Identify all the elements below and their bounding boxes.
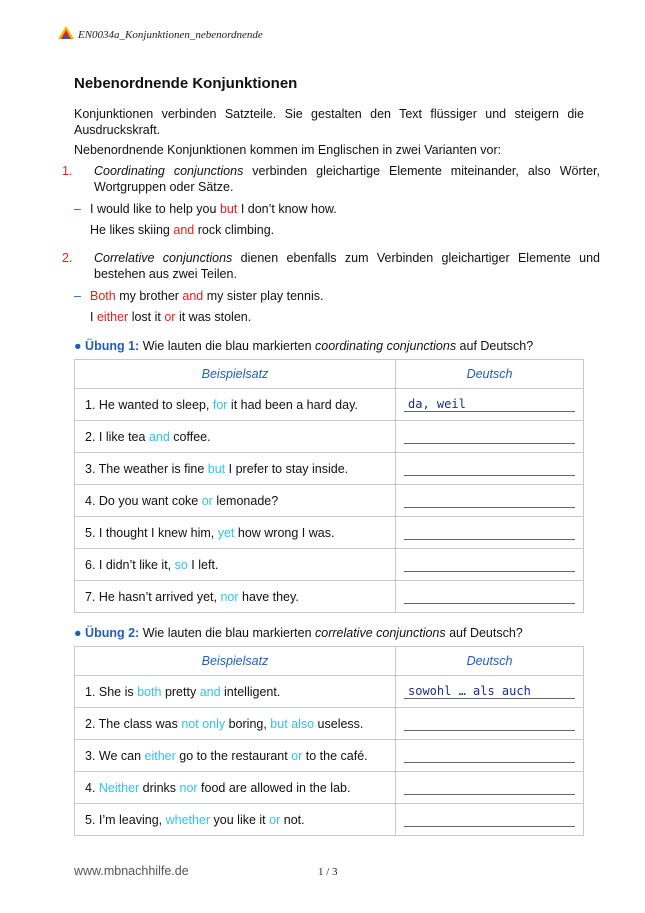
point-2 — [62, 250, 600, 282]
footer-site: www.mbnachhilfe.de — [74, 864, 189, 878]
answer-line — [404, 826, 575, 827]
table-row — [75, 772, 584, 804]
conjunction: nor — [179, 780, 198, 795]
task-text: auf Deutsch? — [456, 339, 534, 353]
example-text: it was stolen. — [175, 310, 252, 324]
example-text: lost it — [128, 310, 165, 324]
sentence-text: not. — [280, 812, 305, 827]
sentence-text: to the café. — [302, 748, 368, 763]
intro-paragraph-1: Konjunktionen verbinden Satzteile. Sie gestalten den Text flüssiger und steigern die Ausdruckskraft. — [74, 107, 584, 137]
point-1-term: Coordinating conjunctions — [94, 164, 244, 178]
task-text: Wie lauten die blau markierten — [139, 626, 315, 640]
table-row — [75, 740, 584, 772]
sentence-text: go to the restaurant — [175, 748, 292, 763]
conjunction: or — [269, 812, 281, 827]
task-term: coordinating conjunctions — [315, 339, 457, 353]
table-row — [75, 389, 584, 421]
conjunction: and — [182, 289, 204, 303]
answer-field[interactable] — [396, 676, 584, 708]
task-1-heading — [74, 338, 533, 354]
sentence-text: you like it — [210, 812, 270, 827]
answer-line — [404, 698, 575, 699]
answer-field[interactable] — [396, 804, 584, 836]
table-row — [75, 485, 584, 517]
sentence-text: 5. I thought I knew him, — [85, 525, 218, 540]
example-sentence — [75, 740, 396, 772]
task-term: correlative conjunctions — [315, 626, 446, 640]
example-sentence — [75, 581, 396, 613]
conjunction: whether — [165, 812, 211, 827]
bullet-icon: ● — [74, 339, 82, 353]
conjunction: or — [164, 310, 176, 324]
point-1-number: 1. — [62, 164, 73, 178]
sentence-text: drinks — [139, 780, 180, 795]
sentence-text: boring, — [225, 716, 271, 731]
sentence-text: 6. I didn’t like it, — [85, 557, 175, 572]
answer-line — [404, 443, 575, 444]
example-2a — [74, 288, 323, 304]
answer-line — [404, 507, 575, 508]
dash: – — [74, 289, 81, 303]
answer-line — [404, 411, 575, 412]
example-2b — [90, 309, 251, 325]
conjunction: so — [174, 557, 188, 572]
answer-field[interactable] — [396, 708, 584, 740]
table-row — [75, 421, 584, 453]
sentence-text: 4. — [85, 780, 99, 795]
column-header-german: Deutsch — [396, 647, 584, 676]
table-row — [75, 676, 584, 708]
conjunction: either — [144, 748, 176, 763]
sentence-text: I left. — [187, 557, 219, 572]
point-2-text: dienen ebenfalls zum Verbinden gleichartiger Elemente und bestehen aus zwei Teilen. — [94, 251, 600, 281]
bullet-icon: ● — [74, 626, 82, 640]
handwritten-answer: da, weil — [408, 397, 466, 411]
sentence-text: 2. The class was — [85, 716, 182, 731]
sentence-text: 3. The weather is fine — [85, 461, 208, 476]
example-sentence — [75, 517, 396, 549]
point-2-number: 2. — [62, 251, 73, 265]
example-sentence — [75, 549, 396, 581]
conjunction: not only — [181, 716, 226, 731]
conjunction: either — [96, 310, 129, 324]
conjunction: Both — [90, 289, 116, 303]
exercise-table-1 — [74, 359, 584, 613]
dash: – — [74, 202, 81, 216]
example-text: my brother — [115, 289, 183, 303]
sentence-text: pretty — [161, 684, 200, 699]
conjunction: Neither — [98, 780, 140, 795]
task-text: auf Deutsch? — [445, 626, 523, 640]
table-row — [75, 581, 584, 613]
example-sentence — [75, 676, 396, 708]
example-sentence — [75, 389, 396, 421]
example-sentence — [75, 804, 396, 836]
intro-paragraph-2: Nebenordnende Konjunktionen kommen im Englischen in zwei Varianten vor: — [74, 143, 502, 157]
sentence-text: 1. He wanted to sleep, — [85, 397, 213, 412]
table-row — [75, 549, 584, 581]
conjunction: for — [212, 397, 228, 412]
table-row — [75, 708, 584, 740]
answer-field[interactable] — [396, 389, 584, 421]
example-text: my sister play tennis. — [203, 289, 324, 303]
answer-field[interactable] — [396, 517, 584, 549]
point-1-text: verbinden gleichartige Elemente miteinander, also Wörter, Wortgruppen oder Sätze. — [94, 164, 600, 194]
table-header-row — [75, 647, 584, 676]
page-title: Nebenordnende Konjunktionen — [74, 75, 298, 92]
table-header-row — [75, 360, 584, 389]
conjunction: but — [219, 202, 238, 216]
answer-line — [404, 539, 575, 540]
example-text: I would like to help you — [90, 202, 220, 216]
conjunction: and — [173, 223, 195, 237]
sentence-text: it had been a hard day. — [227, 397, 358, 412]
answer-line — [404, 475, 575, 476]
column-header-german: Deutsch — [396, 360, 584, 389]
example-text: I — [90, 310, 97, 324]
point-1 — [62, 163, 600, 195]
answer-field[interactable] — [396, 549, 584, 581]
task-label: Übung 2: — [85, 626, 140, 640]
conjunction: and — [199, 684, 221, 699]
sentence-text: intelligent. — [220, 684, 281, 699]
example-sentence — [75, 453, 396, 485]
answer-line — [404, 794, 575, 795]
sentence-text: food are allowed in the lab. — [197, 780, 351, 795]
answer-field[interactable] — [396, 772, 584, 804]
conjunction: yet — [217, 525, 235, 540]
conjunction: nor — [220, 589, 239, 604]
column-header-sentence: Beispielsatz — [75, 647, 396, 676]
conjunction: or — [291, 748, 303, 763]
sentence-text: 3. We can — [85, 748, 145, 763]
sentence-text: I prefer to stay inside. — [225, 461, 349, 476]
example-sentence — [75, 772, 396, 804]
table-row — [75, 517, 584, 549]
answer-field[interactable] — [396, 740, 584, 772]
task-text: Wie lauten die blau markierten — [139, 339, 315, 353]
conjunction: or — [201, 493, 213, 508]
answer-field[interactable] — [396, 485, 584, 517]
column-header-sentence: Beispielsatz — [75, 360, 396, 389]
example-text: rock climbing. — [194, 223, 275, 237]
example-1a — [74, 201, 337, 217]
document-header — [78, 29, 263, 41]
task-2-heading — [74, 625, 523, 641]
sentence-text: 5. I’m leaving, — [85, 812, 166, 827]
table-row — [75, 804, 584, 836]
document-id: EN0034a_Konjunktionen_nebenordnende — [78, 29, 263, 41]
exercise-table-2 — [74, 646, 584, 836]
answer-line — [404, 603, 575, 604]
example-text: I don’t know how. — [237, 202, 337, 216]
answer-line — [404, 730, 575, 731]
conjunction: both — [137, 684, 162, 699]
task-label: Übung 1: — [85, 339, 140, 353]
sentence-text: 7. He hasn’t arrived yet, — [85, 589, 221, 604]
example-sentence — [75, 421, 396, 453]
sentence-text: coffee. — [169, 429, 211, 444]
sentence-text: 1. She is — [85, 684, 138, 699]
conjunction: but also — [270, 716, 315, 731]
sentence-text: lemonade? — [212, 493, 279, 508]
table-row — [75, 453, 584, 485]
sentence-text: useless. — [314, 716, 364, 731]
answer-line — [404, 762, 575, 763]
point-2-term: Correlative conjunctions — [94, 251, 233, 265]
logo-icon — [57, 25, 75, 41]
conjunction: and — [148, 429, 170, 444]
sentence-text: 4. Do you want coke — [85, 493, 202, 508]
handwritten-answer: sowohl … als auch — [408, 684, 531, 698]
answer-field[interactable] — [396, 453, 584, 485]
conjunction: but — [207, 461, 226, 476]
sentence-text: have they. — [238, 589, 299, 604]
example-1b — [90, 222, 274, 238]
answer-line — [404, 571, 575, 572]
example-text: He likes skiing — [90, 223, 174, 237]
example-sentence — [75, 708, 396, 740]
sentence-text: how wrong I was. — [234, 525, 335, 540]
sentence-text: 2. I like tea — [85, 429, 149, 444]
page-number: 1 / 3 — [318, 866, 338, 878]
example-sentence — [75, 485, 396, 517]
answer-field[interactable] — [396, 581, 584, 613]
answer-field[interactable] — [396, 421, 584, 453]
